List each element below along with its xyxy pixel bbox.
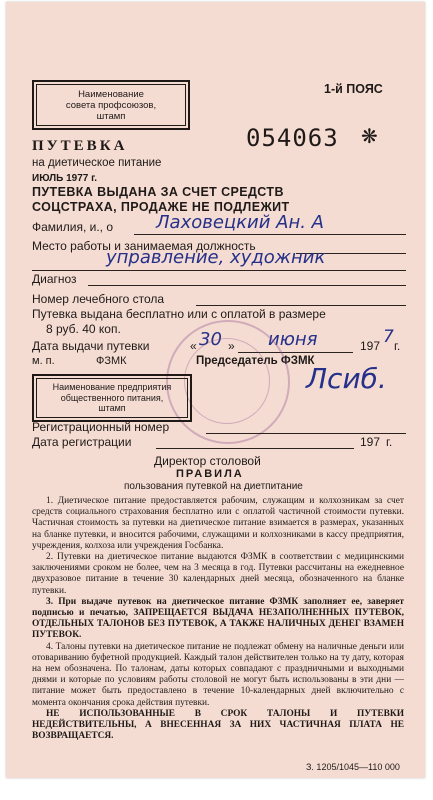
rules-subtitle: пользования путевкой на диетпитание xyxy=(124,481,303,492)
date-label: Дата выдачи путевки xyxy=(32,339,150,353)
issued-label: Путевка выдана бесплатно или с оплатой в размере xyxy=(32,307,326,321)
price-label: 8 руб. 40 коп. xyxy=(46,322,121,336)
stamp-box-line3: штамп xyxy=(96,110,126,122)
rule-paragraph-5: НЕ ИСПОЛЬЗОВАННЫЕ В СРОК ТАЛОНЫ И ПУТЕВКИ НЕДЕЙСТВИТЕЛЬНЫ, А ВНЕСЕННАЯ ЗА НИХ ЧАСТИЧНАЯ ПЛАТА НЕ ВОЗВРАЩАЕТСЯ. xyxy=(32,708,404,742)
name-line xyxy=(134,234,406,235)
stamp-box-line1: Наименование xyxy=(78,88,144,100)
round-seal-inner-ring xyxy=(184,338,270,424)
voucher-paper xyxy=(6,2,425,778)
voucher-title: ПУТЕВКА xyxy=(32,138,128,154)
chairman-signature: Лсиб. xyxy=(306,362,387,395)
registration-date-line xyxy=(156,448,354,449)
enterprise-box-line3: штамп xyxy=(98,403,126,414)
belt-label: 1-й ПОЯС xyxy=(324,82,383,96)
serial-number: 054063 xyxy=(246,124,339,152)
heading-line2: СОЦСТРАХА, ПРОДАЖЕ НЕ ПОДЛЕЖИТ xyxy=(32,200,290,214)
trade-union-stamp-box xyxy=(32,80,190,130)
voucher-subtitle: на диетическое питание xyxy=(32,157,162,169)
date-month-handwritten: июня xyxy=(268,329,318,350)
table-number-line xyxy=(196,305,406,306)
date-day-handwritten: 30 xyxy=(199,329,222,350)
rules-body xyxy=(32,496,404,742)
registration-date-year: 197 xyxy=(360,435,381,449)
registration-date-label: Дата регистрации xyxy=(32,435,132,449)
work-handwritten: управление, художник xyxy=(106,247,326,268)
print-code: З. 1205/1045—110 000 xyxy=(306,762,400,772)
chairman-label: Председатель ФЗМК xyxy=(196,355,315,367)
enterprise-box-line2: общественного питания, xyxy=(60,392,164,403)
registration-date-suffix: г. xyxy=(386,435,393,449)
rule-paragraph-2: 2. Путевки на диетическое питание выдаются ФЗМК в соответствии с медицинскими заключениями сроком не более, чем на 3 месяца в год. Путевки рассчитаны на ежедневное двухразовое питание в течение 30 календарных дней месяца, обозначенного на бланке путевки. xyxy=(32,552,404,596)
rule-paragraph-3: 3. При выдаче путевок на диетическое питание ФЗМК заполняет ее, заверяет подписью и печатью, ЗАПРЕЩАЕТСЯ ВЫДАЧА НЕЗАПОЛНЕННЫХ ПУТЕВОК, ОТДЕЛЬНЫХ ТАЛОНОВ БЕЗ ПУТЕВОК, А ТАКЖЕ НАЛИЧНЫХ ДЕНЕГ ВЗАМЕН ПУТЕВОК. xyxy=(32,596,404,641)
work-label: Место работы и занимаемая должность xyxy=(32,239,256,253)
date-year-prefix: 197 xyxy=(360,339,381,353)
rule-paragraph-4: 4. Талоны путевки на диетическое питание не подлежат обмену на наличные деньги или отовариванию буфетной продукцией. Каждый талон действителен только на ту дату, которая на нем обозначена. По талонам, даты которых совпадают с праздничными и выходными днями и которые по условиям работы столовой не могут быть использованы в эти дни — питание может быть предоставлено в течение 10-календарных дней включительно с момента окончания срока действия путевки. xyxy=(32,641,404,708)
enterprise-box-line1: Наименование предприятия xyxy=(52,382,172,393)
heading-line1: ПУТЕВКА ВЫДАНА ЗА СЧЕТ СРЕДСТВ xyxy=(32,185,284,199)
diagnosis-line xyxy=(88,285,406,286)
registration-number-line xyxy=(206,433,406,434)
enterprise-stamp-box xyxy=(32,374,192,422)
rule-paragraph-1: 1. Диетическое питание предоставляется рабочим, служащим и колхозникам за счет средств социального страхования бесплатно или с оплатой частичной стоимости путевки. Частичная стоимость за путевки на диетическое питание взимается в размерах, указанных на бланке путевки, и вносится рабочими, служащими и колхозниками в кассу предприятия, учреждения, колхоза или учреждения Госбанка. xyxy=(32,496,404,551)
diagnosis-label: Диагноз xyxy=(32,272,77,286)
stamp-box-line2: совета профсоюзов, xyxy=(65,99,157,111)
voucher-month: ИЮЛЬ 1977 г. xyxy=(32,173,98,184)
fzmk-label: ФЗМК xyxy=(96,355,127,367)
work-line-2 xyxy=(32,270,406,271)
date-year-handwritten: 7 xyxy=(383,327,394,347)
name-label: Фамилия, и., о xyxy=(32,220,113,234)
mp-label: м. п. xyxy=(32,355,55,367)
date-quote-open: « xyxy=(190,339,197,353)
date-quote-close: » xyxy=(228,339,235,353)
name-handwritten: Лаховецкий Ан. А xyxy=(156,212,324,233)
registration-number-label: Регистрационный номер xyxy=(32,420,170,434)
rules-title: ПРАВИЛА xyxy=(176,468,244,480)
serial-asterisk-icon: ❋ xyxy=(361,124,378,148)
director-label: Директор столовой xyxy=(154,454,261,468)
table-number-label: Номер лечебного стола xyxy=(32,292,165,306)
date-year-suffix: г. xyxy=(394,339,401,353)
